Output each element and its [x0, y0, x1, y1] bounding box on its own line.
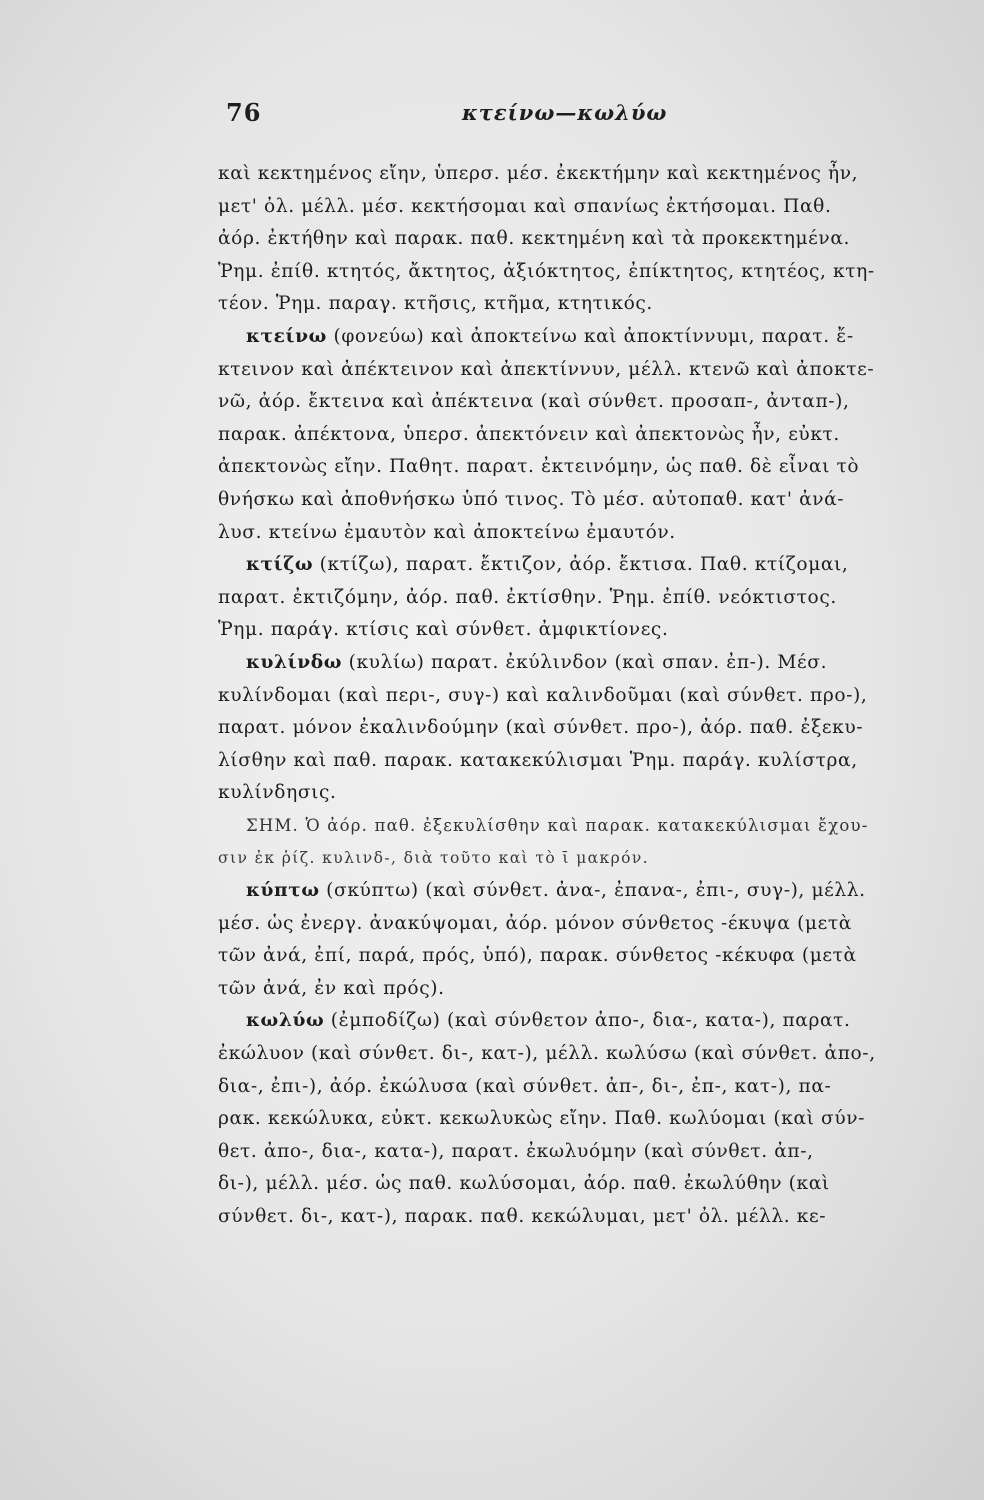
text-line	[218, 582, 908, 615]
line-text: σιν ἐκ ῥίζ. κυλινδ-, διὰ τοῦτο καὶ τὸ ῑ μακρόν.	[218, 849, 650, 868]
dictionary-text-body	[218, 158, 908, 1234]
line-text: τέον. Ῥημ. παραγ. κτῆσις, κτῆμα, κτητικός.	[218, 293, 653, 315]
line-text: κτεινον καὶ ἀπέκτεινον καὶ ἀπεκτίννυν, μέλλ. κτενῶ καὶ ἀποκτε-	[218, 358, 875, 380]
line-text: ΣΗΜ. Ὁ ἀόρ. παθ. ἐξεκυλίσθην καὶ παρακ. κατακεκύλισμαι ἔχου-	[246, 815, 869, 835]
text-line	[218, 484, 908, 517]
text-line	[218, 777, 908, 810]
text-line	[218, 191, 908, 224]
line-text: θνήσκω καὶ ἀποθνήσκω ὑπό τινος. Τὸ μέσ. αὐτοπαθ. κατ' ἀνά-	[218, 488, 845, 510]
note-paragraph	[218, 810, 908, 875]
text-line	[218, 712, 908, 745]
text-line	[218, 1201, 908, 1234]
text-line	[218, 288, 908, 321]
entry-paragraph	[218, 321, 908, 549]
line-text: νῶ, ἀόρ. ἔκτεινα καὶ ἀπέκτεινα (καὶ σύνθετ. προσαπ-, ἀνταπ-),	[218, 391, 850, 413]
line-text: κυλίνδησις.	[218, 782, 337, 804]
text-line	[218, 680, 908, 713]
text-line	[218, 1168, 908, 1201]
text-line	[218, 386, 908, 419]
line-text: (ἐμποδίζω) (καὶ σύνθετον ἀπο-, δια-, κατα-), παρατ.	[324, 1010, 851, 1032]
line-text: καὶ κεκτημένος εἴην, ὑπερσ. μέσ. ἐκεκτήμην καὶ κεκτημένος ἦν,	[218, 163, 859, 184]
line-text: (κτίζω), παρατ. ἔκτιζον, ἀόρ. ἔκτισα. Παθ. κτίζομαι,	[313, 554, 849, 576]
text-line	[218, 1071, 908, 1104]
headword: κυλίνδω	[246, 651, 343, 673]
text-line	[218, 321, 908, 354]
line-text: (σκύπτω) (καὶ σύνθετ. ἀνα-, ἐπανα-, ἐπι-, συγ-), μέλλ.	[319, 880, 866, 902]
text-line	[218, 875, 908, 908]
text-line	[218, 1038, 908, 1071]
line-text: θετ. ἀπο-, δια-, κατα-), παρατ. ἐκωλυόμην (καὶ σύνθετ. ἀπ-,	[218, 1140, 814, 1162]
headword: κτείνω	[246, 325, 327, 347]
line-text: τῶν ἀνά, ἐπί, παρά, πρός, ὑπό), παρακ. σύνθετος -κέκυφα (μετὰ	[218, 945, 857, 967]
continuation-paragraph	[218, 158, 908, 321]
text-line	[218, 908, 908, 941]
line-text: μέσ. ὡς ἐνεργ. ἀνακύψομαι, ἀόρ. μόνον σύνθετος -έκυψα (μετὰ	[218, 912, 852, 934]
headword: κτίζω	[246, 554, 314, 576]
line-text: ἀπεκτονὼς εἴην. Παθητ. παρατ. ἐκτεινόμην, ὡς παθ. δὲ εἶναι τὸ	[218, 456, 860, 478]
line-text: λυσ. κτείνω ἐμαυτὸν καὶ ἀποκτείνω ἐμαυτόν.	[218, 521, 676, 543]
text-line	[218, 158, 908, 191]
text-line	[218, 549, 908, 582]
text-line	[218, 842, 908, 875]
line-text: παρατ. ἐκτιζόμην, ἀόρ. παθ. ἐκτίσθην. Ῥημ. ἐπίθ. νεόκτιστος.	[218, 586, 837, 608]
headword: κύπτω	[246, 880, 320, 902]
headword: κωλύω	[246, 1010, 325, 1032]
line-text: δια-, ἐπι-), ἀόρ. ἐκώλυσα (καὶ σύνθετ. ἀπ-, δι-, ἐπ-, κατ-), πα-	[218, 1075, 832, 1097]
text-line	[218, 517, 908, 550]
line-text: (φονεύω) καὶ ἀποκτείνω καὶ ἀποκτίννυμι, παρατ. ἔ-	[326, 325, 854, 347]
text-line	[218, 810, 908, 843]
page-header	[226, 98, 906, 138]
line-text: Ῥημ. ἐπίθ. κτητός, ἄκτητος, ἀξιόκτητος, ἐπίκτητος, κτητέος, κτη-	[218, 260, 875, 282]
text-line	[218, 223, 908, 256]
line-text: τῶν ἀνά, ἐν καὶ πρός).	[218, 977, 445, 999]
line-text: ἀόρ. ἐκτήθην καὶ παρακ. παθ. κεκτημένη καὶ τὰ προκεκτημένα.	[218, 228, 850, 250]
line-text: λίσθην καὶ παθ. παρακ. κατακεκύλισμαι Ῥημ. παράγ. κυλίστρα,	[218, 749, 858, 771]
line-text: ἐκώλυον (καὶ σύνθετ. δι-, κατ-), μέλλ. κωλύσω (καὶ σύνθετ. ἀπο-,	[218, 1043, 876, 1065]
line-text: κυλίνδομαι (καὶ περι-, συγ-) καὶ καλινδοῦμαι (καὶ σύνθετ. προ-),	[218, 684, 868, 706]
entry-paragraph	[218, 549, 908, 647]
text-line	[218, 973, 908, 1006]
page-number: 76	[226, 98, 262, 127]
text-line	[218, 614, 908, 647]
line-text: ρακ. κεκώλυκα, εὐκτ. κεκωλυκὼς εἴην. Παθ. κωλύομαι (καὶ σύν-	[218, 1108, 866, 1130]
line-text: παρατ. μόνον ἐκαλινδούμην (καὶ σύνθετ. προ-), ἀόρ. παθ. ἐξεκυ-	[218, 717, 864, 739]
text-line	[218, 256, 908, 289]
line-text: Ῥημ. παράγ. κτίσις καὶ σύνθετ. ἀμφικτίονες.	[218, 619, 669, 641]
text-line	[218, 354, 908, 387]
text-line	[218, 451, 908, 484]
line-text: μετ' ὀλ. μέλλ. μέσ. κεκτήσομαι καὶ σπανίως ἐκτήσομαι. Παθ.	[218, 195, 832, 217]
entry-paragraph	[218, 875, 908, 1005]
text-line	[218, 940, 908, 973]
text-line	[218, 419, 908, 452]
line-text: δι-), μέλλ. μέσ. ὡς παθ. κωλύσομαι, ἀόρ. παθ. ἐκωλύθην (καὶ	[218, 1173, 830, 1195]
line-text: (κυλίω) παρατ. ἐκύλινδον (καὶ σπαν. ἐπ-). Μέσ.	[342, 651, 828, 673]
text-line	[218, 1005, 908, 1038]
text-line	[218, 1136, 908, 1169]
text-line	[218, 745, 908, 778]
line-text: παρακ. ἀπέκτονα, ὑπερσ. ἀπεκτόνειν καὶ ἀπεκτονὼς ἦν, εὐκτ.	[218, 423, 840, 445]
text-line	[218, 1103, 908, 1136]
entry-paragraph	[218, 1005, 908, 1233]
text-line	[218, 647, 908, 680]
line-text: σύνθετ. δι-, κατ-), παρακ. παθ. κεκώλυμαι, μετ' ὀλ. μέλλ. κε-	[218, 1206, 827, 1227]
entry-paragraph	[218, 647, 908, 810]
running-head: κτείνω—κωλύω	[462, 100, 668, 125]
